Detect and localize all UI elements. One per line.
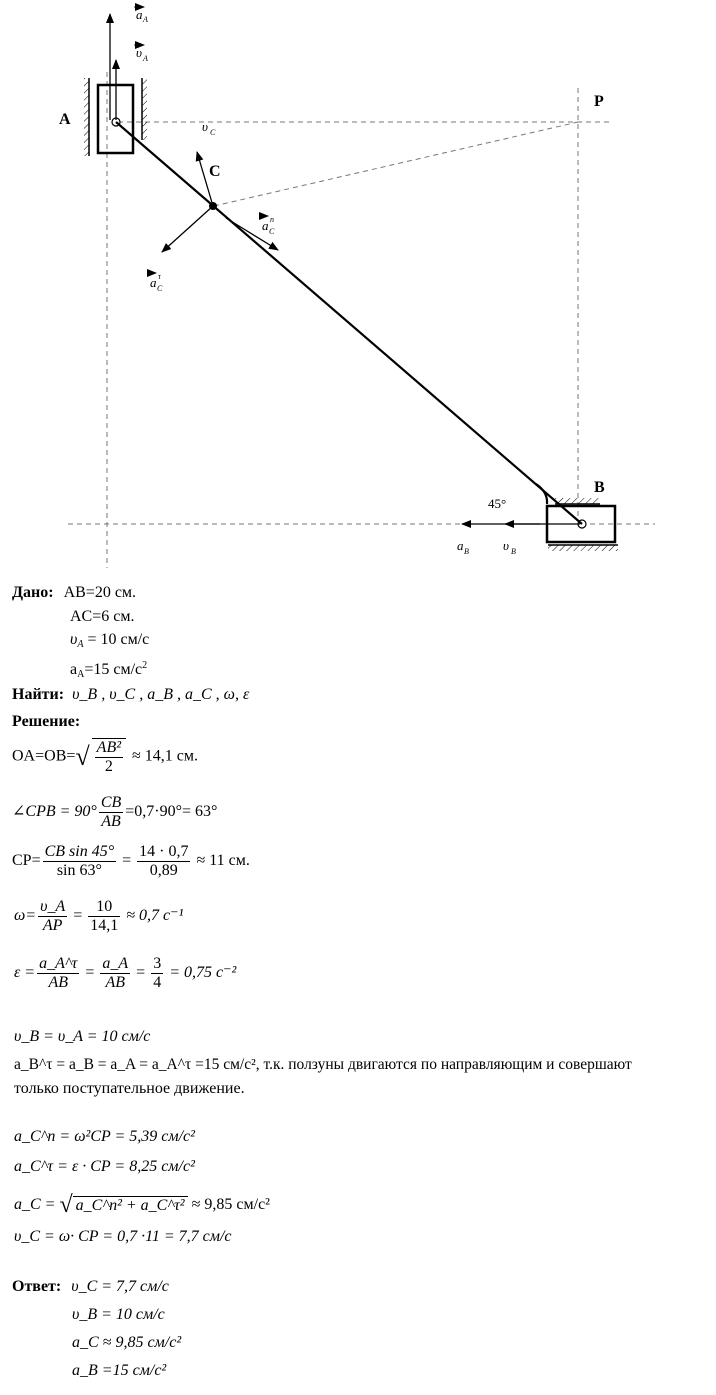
svg-text:υ: υ (136, 45, 142, 60)
svg-text:a: a (457, 538, 464, 553)
label-aCt (148, 272, 163, 293)
eq-act: a_C^τ = ε · CP = 8,25 см/c² (14, 1158, 195, 1175)
svg-text:C: C (157, 284, 163, 293)
find-header: Найти: (12, 686, 65, 703)
eq-ac: a_C = √ a_C^n² + a_C^τ² ≈ 9,85 см/c² (14, 1192, 270, 1218)
find-text: υ_B , υ_C , a_B , a_C , ω, ε (72, 686, 250, 703)
label-vB (503, 538, 516, 556)
eq-cpb: ∠CPB = 90° $\frac{CB}{AB}$ =0,7·90°= 63° (12, 794, 218, 830)
svg-text:τ: τ (158, 272, 161, 281)
answer-line-3: a_C ≈ 9,85 см/c² (72, 1334, 182, 1351)
eq-oa: OA=OB=√ $\frac{\text{AB²}}{2}$ ≈ 14,1 см. (12, 739, 199, 775)
eq-vc: υ_C = ω· CP = 0,7 ·11 = 7,7 см/с (14, 1228, 232, 1245)
svg-text:B: B (464, 547, 469, 556)
eq-ab-2: только поступательное движение. (14, 1080, 245, 1097)
svg-text:υ: υ (202, 119, 208, 134)
mechanism-diagram (0, 0, 716, 570)
given-ac: AC=6 см. (70, 608, 135, 625)
svg-text:A: A (143, 54, 148, 63)
svg-text:a: a (150, 275, 157, 290)
eq-ab: a_B^τ = a_B = a_A = a_A^τ =15 см/с², т.к. ползуны двигаются по направляющим и совершают (14, 1056, 632, 1073)
given-header: Дано: (12, 584, 54, 601)
eq-omega: ω= $\frac{\upsilon\_A}{AP}$ = $\frac{10}{14,1}$ ≈ 0,7 c⁻¹ (14, 898, 184, 934)
eq-cp: CP= $\frac{\text{CB sin 45°}}{\sin 63^\circ}$ = $\frac{14 \cdot 0,7}{0,89}$ ≈ 11 см. (12, 843, 250, 879)
given-header-line (12, 584, 136, 602)
given-aa: $a_A=15$ $см/с^2$ (70, 660, 148, 680)
given-va: $\upsilon_A = 10$ см/с (70, 631, 150, 650)
label-aCn (260, 215, 275, 236)
svg-text:B: B (511, 547, 516, 556)
solution-header: Решение: (12, 713, 81, 730)
answer-header: Ответ: (12, 1278, 62, 1295)
answer-line-4: a_B =15 см/c² (72, 1362, 167, 1379)
rod-ab (116, 122, 582, 524)
given-ab: AB=20 см. (63, 584, 137, 601)
answer-line-2: υ_B = 10 см/с (72, 1306, 165, 1323)
svg-text:C: C (210, 128, 216, 137)
svg-text:a: a (262, 218, 269, 233)
eq-acn: a_C^n = ω²CP = 5,39 см/c² (14, 1128, 195, 1145)
guide-lines (68, 72, 655, 568)
svg-text:n: n (270, 215, 274, 224)
svg-text:υ: υ (503, 538, 509, 553)
find-line (12, 686, 249, 704)
eq-vb: υ_B = υ_A = 10 см/с (14, 1028, 151, 1045)
label-aB (457, 538, 469, 556)
label-vA (134, 45, 148, 63)
svg-text:A: A (143, 15, 148, 24)
eq-epsilon: ε = $\frac{a\_A\^{}\tau}{AB}$ = $\frac{a\_A}{AB}$ = $\frac{3}{4}$ = 0,75 c⁻² (14, 955, 237, 991)
svg-text:C: C (269, 227, 275, 236)
label-aA (134, 7, 148, 24)
answer-line-1: Ответ: υ_C = 7,7 см/с (12, 1278, 169, 1295)
label-b: B (594, 479, 605, 496)
vectors (110, 14, 580, 524)
label-a: A (59, 111, 71, 128)
svg-text:a: a (136, 7, 143, 22)
label-p: P (594, 93, 604, 110)
label-angle: 45° (488, 496, 507, 511)
label-c: C (209, 163, 221, 180)
